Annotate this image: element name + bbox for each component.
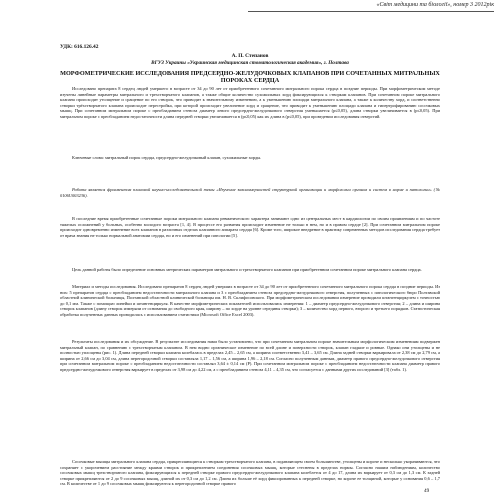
results-section [60, 339, 440, 373]
results-section-2 [60, 459, 440, 487]
methods-section [60, 284, 440, 318]
abstract [60, 86, 440, 120]
goal-text: Цель данной работы было определение основных метрических параметров митрального и трехстворчатого клапанов при приобретенном сочетанном пороке митрального клапана сердца. [72, 267, 422, 272]
results-text-2: Сосочковые мышцы митрального клапана сердца, прикрепляющиеся к створкам трехстворчатого клапана, в подавляющем своем большинстве, утолщены и короче и несколько укорачиваются, что сохраняет с укорочением расстояние между краями створок и прикреплением соединения сосочковых мышц, которые стеснены в пределах нормы. Согласно нашим наблюдениям, количество сосочковых мышц трехстворчатого клапана, фиксирующихся к передней створке правого предсердно-желудочкового клапана колеблется от 4 до 17, длина их варьирует от 0,3 см до 1,3 см. К задней створке прикрепляются от 2 до 9 сосочковых мышц, длиной их от 0,3 см до 1,2 см. Длина их больше её хорд фиксированных к передней створке, но короче ее толщиной, которые у основания 0,6 – 1,7 см. В количестве от 1 до 9 сосочковых мышц фиксируются к перегородочной створке правого [60, 459, 440, 487]
abstract-text: Исследовано препарата 8 сердец людей умершего в возрасте от 34 до 90 лет от приобретенного сочетанного митрального порока сердца в поздние периоды. При морфометрическом методе изучены линейные параметры митрального и трехстворчатого клапанов, а также общие количество сухожильных хорд фиксирующихся к створкам клапанов. При сочетанном пороке митрального клапана происходит утолщение и сращение по его створок, что приводит к значительному изменению, а к уменьшению площади митрального клапана, а также к количеству хорд, и соответственно створки трёхстворчатого клапана происходит перестройка, при которой происходит увеличение хорд и сращение, что приводит к уменьшению площади клапана и гипертрофированию сосочковых мышц. При сочетанном митральном пороке с преобладанием стеноза диаметр левого предсердно-желудочкового отверстия уменьшается (p≤0,05), длина створки увеличивается в (p≤0,05). При митральном пороке с преобладанием недостаточности длина передней створки увеличивается в (p≤0,05) как их длина в (p≤0,05), при проведении исследования отверстий. [60, 86, 440, 119]
results-text: Результаты исследования и их обсуждение. В результате исследования нами было установлено, что при сочетанном митральном пороке значительным морфологическим изменениям подвержен митральный клапан, по сравнению с трехстворчатым клапаном. В нем видно органическое изменение по всей длине и поверхности створок, клапан гладкие и ровные. Однако они утолщены и не полностью уплощены (рис. 1). Длина передней створки клапана колебалась в пределах 2,45 – 2,65 см, а ширина соответственно 3,41 – 3,65 см. Длина задней створки варьировала от 2,38 см до 2,79 см, а ширина от 2,66 см до 3,04 см, длина перегородочной створки составляла 1,17 – 1,56 см, а ширина 1,96 – 2,18 см. Согласно полученным данным, диаметр правого предсердно-желудочкового отверстия при сочетанном митральном пороке с преобладанием недостаточности составлял 3,64 ± 0,14 см (Р). При сочетанном митральном пороке с преобладанием недостаточности клапана диаметр правого предсердно-желудочкового отверстия варьирует в пределах от 3,98 см до 4,22 см, а с преобладанием стеноза 4,11 – 4,35 см, что согласуется с данными других исследований [3] (табл. 1). [60, 339, 440, 372]
journal-header: «Світ медицини та біології», номер 3 2012рік [376, 2, 494, 8]
introduction-text: В последние время приобретенные сочетанные пороки митрального клапана ревматического характера занимают одно из центральных мест в кардиологии по своим проявлениям и по частоте тяжелых осложнений у больных, особенно молодого возраста [1, 4]. В процессе его развития происходит изменение не только в нем, но и в правом сердце [2]. При сочетанном митральном пороке происходит одновременно изменение всех клапанов в различных отделах клапанного аппарата сердца [6]. Кроме того, широкое внедрение в практику современных методов исследования сердца требует от врача знания не только нормальной анатомии сердца, но и его изменений при патологии [5]. [60, 216, 440, 238]
keywords-text: Ключевые слова: митральный порок сердца, предсердно-желудочковый клапан, сухожильные хорды. [72, 155, 262, 160]
methods-text: Материал и методы исследования. Исследовано препаратов 8 сердец людей умерших в возрасте от 34 до 90 лет от приобретенного сочетанного митрального порока сердца в поздние периоды. Из них: 5 препаратов сердца с преобладанием недостаточности митрального клапана и 3 с преобладанием стеноза предсердно-желудочкового отверстия, полученных с патологического бюро Полтавской областной клинической больницы, Полтавской областной клинической больницы им. Н. В. Склифосовского. При морфометрическом исследовании измерение проводили штангенциркулем с точностью до 0,1 мм. Также с помощью линейки и штангенциркуля. В качестве морфометрических показателей использовались измерения: 1 – диаметр предсердно-желудочкового отверстия; 2 – длина и ширина створок клапанов (длину створок измеряли от основания до свободного края, ширину – по хорде на уровне середины створки); 3 – количество хорд первого, второго и третьего порядков. Статистическая обработка полученных данных проводилась с использованием статистики (Microsoft Office Excel 2003). [60, 284, 440, 317]
goal-section [60, 267, 440, 273]
page-number: 49 [424, 488, 430, 494]
funding-note-text: Работа является фрагментом плановой научно-исследовательской темы «Изучение закономерностей структурной организации и морфологии органов и систем в норме и патологии» (№ 0106U003236). [60, 187, 440, 198]
funding-note [60, 187, 440, 198]
keywords [60, 155, 440, 161]
affiliation: ВГУЗ Украины «Украинская медицинская стоматологическая академия», г. Полтава [151, 60, 349, 66]
udk-code: УДК: 616.126.42 [60, 44, 99, 50]
introduction [60, 216, 440, 238]
header-rule [248, 11, 494, 12]
article-title: МОРФОМЕТРИЧЕСКИЕ ИССЛЕДОВАНИЯ ПРЕДСЕРДНО-ЖЕЛУДОЧКОВЫХ КЛАПАНОВ ПРИ СОЧЕТАННЫХ МИТРАЛЬНЫХ ПОРОКАХ СЕРДЦА [60, 70, 440, 84]
author-name: А. П. Степанов [231, 53, 269, 59]
